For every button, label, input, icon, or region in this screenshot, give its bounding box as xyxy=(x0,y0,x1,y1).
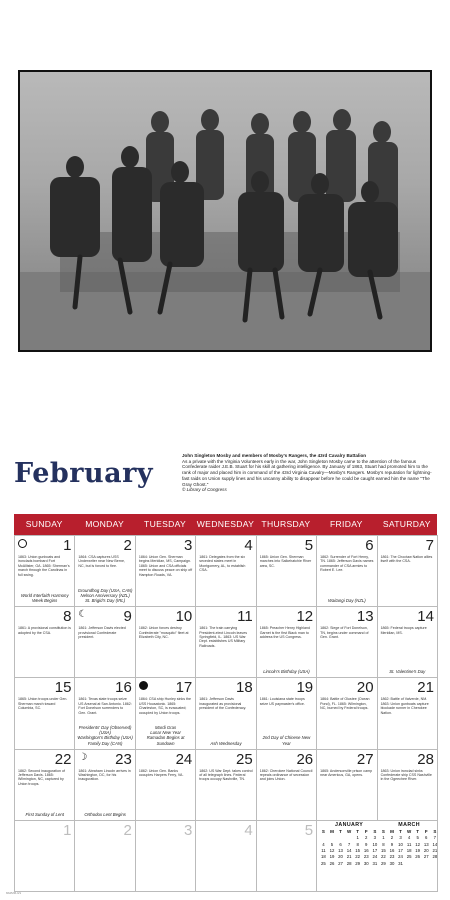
mini-day: 9 xyxy=(390,841,394,847)
historical-events: 1862: Union Gen. Banks occupies Harpers Ferry, VA. xyxy=(138,768,184,777)
mini-day: 2 xyxy=(365,835,368,841)
mini-day: 27 xyxy=(423,854,429,860)
mini-day: 8 xyxy=(356,841,359,847)
day-cell xyxy=(136,536,196,607)
month-title: February xyxy=(14,458,154,489)
mini-day: 17 xyxy=(372,848,378,854)
mini-day: 12 xyxy=(415,841,421,847)
weekday-label: THURSDAY xyxy=(261,519,311,529)
mini-day xyxy=(422,861,431,867)
mini-day: 21 xyxy=(432,848,438,854)
historical-events: 1865: Andersonville prison camp near Americus, GA, opens. xyxy=(320,768,373,777)
mini-day: 18 xyxy=(406,848,412,854)
mini-day: 7 xyxy=(347,841,351,847)
weekday-label: MONDAY xyxy=(85,519,125,529)
historical-events: 1865: Preacher Henry Highland Garnet is the first Black man to address the US Congress. xyxy=(259,626,311,639)
day-number: 26 xyxy=(296,750,314,768)
day-number: 4 xyxy=(244,821,253,839)
mini-day: 25 xyxy=(321,860,326,866)
day-cell xyxy=(136,821,196,892)
day-cell xyxy=(15,607,75,678)
mini-day: 6 xyxy=(339,841,342,847)
day-number: 11 xyxy=(237,608,253,626)
day-cell xyxy=(317,750,377,821)
historical-events: 1865: Union Gen. Sherman marches into Salkehatchie River area, SC. xyxy=(259,555,312,568)
weekday-label: WEDNESDAY xyxy=(196,519,255,529)
january-mini-calendar xyxy=(319,821,379,867)
mini-day: 9 xyxy=(365,841,368,847)
mini-day: 3 xyxy=(373,835,377,841)
mini-weekday: S xyxy=(321,828,325,834)
day-number: 5 xyxy=(304,821,314,839)
mini-weekday: S xyxy=(381,828,385,834)
day-number: 14 xyxy=(417,608,434,626)
day-cell xyxy=(75,678,135,749)
mini-day: 19 xyxy=(329,854,335,860)
day-cell xyxy=(136,750,196,821)
day-number: 19 xyxy=(296,679,314,697)
historical-events: 1863: Union gunboats and ironclads bombard Fort McAllister, GA. 1865: Sherman's march through the Carolinas in full swing. xyxy=(18,555,70,577)
historical-events: 1861: Texas state troops seize US Arsenal at San Antonio. 1862: Fort Donelson surrenders to Gen. Grant. xyxy=(78,697,132,715)
mini-day: 12 xyxy=(329,848,335,854)
day-cell xyxy=(15,536,75,607)
footer-code: MM/MM-GS xyxy=(6,891,22,895)
mini-weekday: T xyxy=(339,828,342,834)
historical-events: 1862: Siege of Fort Donelson, TN, begins under command of Gen. Grant. xyxy=(320,626,369,639)
caption-body: As a private with the Virginia Volunteers early in the war, John Singleton Mosby came to the attention of the famous Confederate raider J.E.B. Stuart for his skill at gathering intelligence. By January of 1863, Stuart had promoted him to the rank of major and placed him in command of the 43rd Virginia Cavalry—Mosby's Rangers. Mosby's reputation for lightning-fast raids on Union supply lines and his uncanny ability to disappear before he could be caught earned him the name "The Gray Ghost." xyxy=(182,458,432,487)
day-cell xyxy=(196,750,256,821)
day-number: 12 xyxy=(296,608,314,626)
day-number: 3 xyxy=(183,821,193,839)
day-cell xyxy=(257,750,317,821)
weekday-label: SUNDAY xyxy=(25,519,63,529)
mini-day: 31 xyxy=(398,860,403,866)
mini-day: 28 xyxy=(346,860,352,866)
caption-title: John Singleton Mosby and members of Mosby's Rangers, the 43rd Cavalry Battalion xyxy=(182,453,367,458)
soldiers-illustration xyxy=(20,72,430,350)
holiday-label: Groundhog Day (USA, CAN) Nelson Anniversary (NZL) St. Brigid's Day (IRL) xyxy=(77,587,133,604)
mini-calendar-title: MARCH xyxy=(398,821,420,828)
historical-events: 1862: Surrender of Fort Henry, TN. 1865: Jefferson Davis names commander of CSA armies to Robert E. Lee. xyxy=(320,555,374,573)
full-moon-icon xyxy=(139,681,148,690)
mini-day: 14 xyxy=(346,848,352,854)
day-cell xyxy=(317,678,377,749)
day-cell xyxy=(257,536,317,607)
mini-day: 5 xyxy=(330,841,334,847)
mini-weekday: T xyxy=(399,828,402,834)
mini-day: 23 xyxy=(363,854,369,860)
day-number: 16 xyxy=(115,679,132,697)
day-cell xyxy=(257,821,317,892)
mini-day: 11 xyxy=(321,848,326,854)
mini-day: 24 xyxy=(372,854,378,860)
day-cell xyxy=(317,536,377,607)
day-cell xyxy=(75,750,135,821)
day-number: 22 xyxy=(54,750,72,768)
day-cell xyxy=(317,607,377,678)
mini-day: 28 xyxy=(432,854,438,860)
day-number: 15 xyxy=(54,679,72,697)
mini-day: 13 xyxy=(423,841,429,847)
historical-events: 1864: CSA captures USS Underwriter near New Berne, NC, but is forced to flee. xyxy=(78,555,125,568)
historical-events: 1861: A provisional constitution is adopted by the CSA. xyxy=(18,626,71,635)
historical-events: 1862: Battle of Valverde, NM. 1863: Union gunboats capture blockade runner in Cherokee Nation. xyxy=(380,697,429,715)
mini-calendars xyxy=(317,821,438,892)
mini-day: 7 xyxy=(433,835,437,841)
mini-weekday: T xyxy=(416,828,420,834)
historical-events: 1861: The train carrying President-elect Lincoln leaves Springfield, IL. 1863: US War Dept. establishes US Military Railroads. xyxy=(199,626,248,648)
caption-credit: © Library of Congress xyxy=(182,487,227,493)
mini-day: 31 xyxy=(372,860,378,866)
historical-events: 1861: Jefferson Davis elected provisional Confederate president. xyxy=(78,626,126,639)
day-number: 5 xyxy=(304,537,314,554)
mini-weekday: W xyxy=(406,828,412,834)
day-cell xyxy=(15,678,75,749)
holiday-label: 2nd Day of Chinese New Year xyxy=(262,735,311,746)
mini-day: 15 xyxy=(355,848,361,854)
mini-day: 23 xyxy=(389,854,395,860)
mini-day: 25 xyxy=(406,854,412,860)
historical-events: 1863: Union ironclad sinks Confederate ship CSS Nashville in the Ogeechee River. xyxy=(380,768,432,782)
mini-day: 16 xyxy=(389,848,395,854)
mini-day: 14 xyxy=(432,841,438,847)
day-cell xyxy=(75,607,135,678)
mini-day xyxy=(405,861,414,867)
new-moon-icon xyxy=(18,539,27,548)
mini-weekday: M xyxy=(330,828,334,834)
mini-day: 1 xyxy=(356,835,359,841)
mini-day: 17 xyxy=(398,848,403,854)
historical-events: 1861: Abraham Lincoln arrives in Washington, DC, for his inauguration. xyxy=(78,768,131,782)
historical-events: 1861: The Choctaw Nation allies itself with the CSA. xyxy=(380,555,433,564)
mini-weekday: S xyxy=(373,828,377,834)
photo-caption xyxy=(182,453,438,493)
day-cell xyxy=(136,678,196,749)
mini-day: 5 xyxy=(416,835,419,841)
day-cell xyxy=(378,750,438,821)
mini-day: 22 xyxy=(355,854,361,860)
mini-day: 22 xyxy=(381,854,386,860)
historical-photo xyxy=(20,72,430,350)
mini-weekday: F xyxy=(364,828,368,834)
mini-day: 3 xyxy=(399,835,402,841)
mini-day: 19 xyxy=(415,848,421,854)
day-cell xyxy=(257,607,317,678)
historical-events: 1861: Louisiana state troops seize US paymaster's office. xyxy=(259,697,305,706)
day-number: 4 xyxy=(244,537,253,554)
mini-calendar-title: JANUARY xyxy=(335,821,364,828)
historical-events: 1862: Union forces destroy Confederate "mosquito" fleet at Elizabeth City, NC. xyxy=(138,626,189,639)
day-cell xyxy=(378,678,438,749)
mini-day: 10 xyxy=(398,841,403,847)
holiday-label: Mardi Gras Lunar New Year Ramadan Begins at Sundown xyxy=(146,725,185,746)
day-number: 27 xyxy=(356,750,374,768)
day-cell xyxy=(75,536,135,607)
mini-day: 20 xyxy=(423,848,429,854)
day-cell xyxy=(196,536,256,607)
day-cell xyxy=(196,821,256,892)
mini-day: 10 xyxy=(372,841,378,847)
historical-events: 1864: Battle of Olustee (Ocean Pond), FL. 1865: Wilmington, NC, burned by Federal troops. xyxy=(320,697,370,711)
mini-day: 30 xyxy=(389,860,395,866)
holiday-label: Orthodox Lent Begins xyxy=(84,811,126,817)
day-number: 20 xyxy=(356,679,374,697)
day-number: 2 xyxy=(123,821,132,839)
day-number: 18 xyxy=(236,679,253,697)
mini-day: 30 xyxy=(363,860,369,866)
mini-day: 6 xyxy=(425,835,428,841)
holiday-label: Lincoln's Birthday (USA) xyxy=(263,669,310,675)
day-cell xyxy=(15,750,75,821)
day-number: 24 xyxy=(175,750,193,768)
day-cell xyxy=(15,821,75,892)
mini-day: 24 xyxy=(398,854,403,860)
mini-day: 29 xyxy=(355,860,361,866)
mini-weekday: F xyxy=(424,828,428,834)
holiday-label: First Sunday of Lent xyxy=(25,811,64,817)
day-number: 8 xyxy=(63,608,72,626)
mini-day: 13 xyxy=(338,848,343,854)
historical-events: 1862: US War Dept. takes control of all telegraph lines. Federal troops occupy Nashville, TN. xyxy=(199,768,253,782)
mini-day: 20 xyxy=(338,854,343,860)
mini-day xyxy=(413,861,422,867)
day-number: 1 xyxy=(63,821,72,839)
day-cell xyxy=(196,678,256,749)
historical-events: 1862: Second inauguration of Jefferson Davis. 1865: Wilmington, NC, captured by Union troops. xyxy=(18,768,65,786)
mini-day: 1 xyxy=(382,835,385,841)
mini-day: 21 xyxy=(346,854,352,860)
calendar-grid xyxy=(14,535,438,892)
day-cell xyxy=(196,607,256,678)
mini-day: 4 xyxy=(322,841,325,847)
mini-day: 16 xyxy=(363,848,369,854)
mini-day: 8 xyxy=(382,841,385,847)
last-quarter-moon-icon: ☽ xyxy=(78,751,88,763)
day-number: 6 xyxy=(365,537,374,554)
day-cell xyxy=(378,607,438,678)
day-number: 17 xyxy=(175,679,193,697)
historical-events: 1864: Union Gen. Sherman begins Meridian, MS, Campaign. 1865: Union and CSA officials meet to discuss peace on ship off Hampton Roads, VA. xyxy=(138,555,193,577)
mini-day: 11 xyxy=(406,841,412,847)
day-cell xyxy=(257,678,317,749)
mini-day: 27 xyxy=(338,860,343,866)
day-number: 23 xyxy=(115,750,132,768)
holiday-label: Presidents' Day (Observed) (USA) Washington's Birthday (USA) Family Day (CAN) xyxy=(77,725,133,746)
mini-day: 18 xyxy=(321,854,326,860)
day-number: 28 xyxy=(417,750,434,768)
mini-day: 4 xyxy=(407,835,411,841)
day-number: 9 xyxy=(123,608,132,626)
historical-events: 1861: Jefferson Davis inaugurated as provisional president of the Confederacy. xyxy=(199,697,247,711)
holiday-label: World Interfaith Harmony Week Begins xyxy=(20,593,69,604)
historical-events: 1861: Delegates from the six seceded states meet in Montgomery, AL, to establish CSA. xyxy=(199,555,246,573)
weekday-label: TUESDAY xyxy=(144,519,187,529)
first-quarter-moon-icon: ☾ xyxy=(78,609,88,621)
mini-day: 15 xyxy=(381,848,386,854)
weekday-label: FRIDAY xyxy=(330,519,363,529)
march-mini-calendar xyxy=(379,821,438,867)
historical-events: 1864: CSA ship Hunley sinks the USS Housatonic. 1865: Charleston, SC, is evacuated; occupied by Union troops. xyxy=(138,697,191,715)
day-cell xyxy=(75,821,135,892)
photo-frame xyxy=(18,70,432,352)
mini-weekday: T xyxy=(356,828,360,834)
historical-events: 1865: Union troops under Gen. Sherman march toward Columbia, SC. xyxy=(18,697,68,711)
mini-day: 26 xyxy=(415,854,421,860)
mini-weekday: S xyxy=(433,828,437,834)
mini-day: 26 xyxy=(329,860,335,866)
day-number: 2 xyxy=(123,537,132,554)
day-number: 3 xyxy=(183,537,193,554)
day-cell xyxy=(378,536,438,607)
mini-weekday: M xyxy=(390,828,394,834)
mini-day: 2 xyxy=(390,835,394,841)
holiday-label: St. Valentine's Day xyxy=(389,669,426,675)
mini-weekday: W xyxy=(346,828,352,834)
holiday-label: Waitangi Day (NZL) xyxy=(328,598,366,604)
historical-events: 1862: Cherokee National Council repeals ordinance of secession and joins Union. xyxy=(259,768,313,782)
weekday-label: SATURDAY xyxy=(382,519,431,529)
mini-day xyxy=(431,861,438,867)
historical-events: 1865: Federal troops capture Meridian, MS. xyxy=(380,626,427,635)
day-cell xyxy=(136,607,196,678)
day-number: 21 xyxy=(417,679,434,697)
mini-day: 29 xyxy=(381,860,386,866)
day-number: 13 xyxy=(356,608,374,626)
day-number: 25 xyxy=(236,750,253,768)
holiday-label: Ash Wednesday xyxy=(210,740,242,746)
weekday-header xyxy=(14,514,437,535)
day-number: 1 xyxy=(63,537,72,554)
day-number: 10 xyxy=(175,608,193,626)
day-number: 7 xyxy=(425,537,434,554)
